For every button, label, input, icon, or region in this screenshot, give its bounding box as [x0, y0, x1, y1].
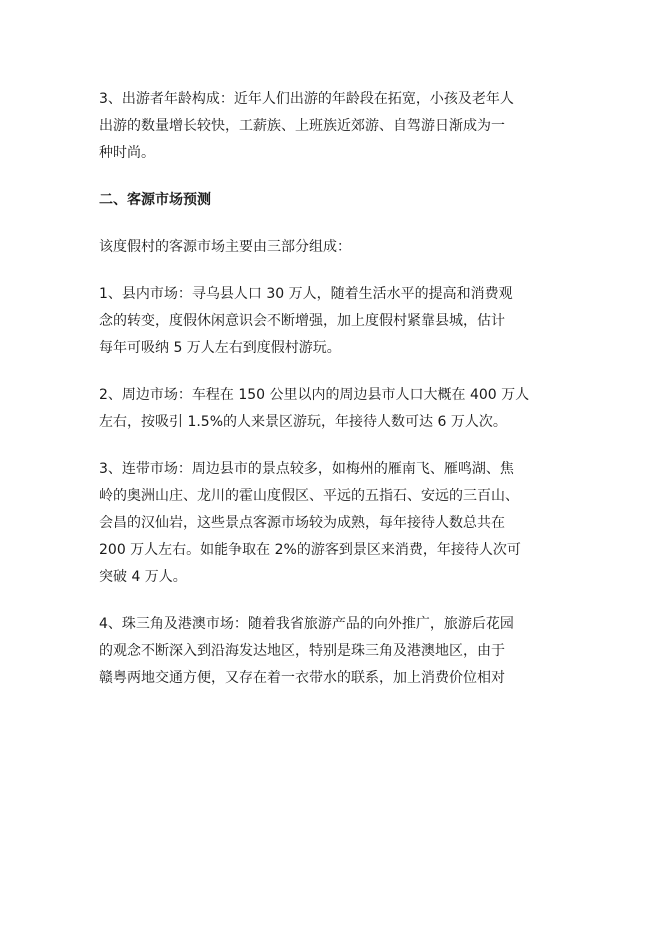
text-line: 的观念不断深入到沿海发达地区，特别是珠三角及港澳地区，由于 [99, 643, 505, 659]
paragraph-county-market [99, 281, 569, 362]
paragraph-intro [99, 234, 569, 261]
text-line: 出游的数量增长较快，工薪族、上班族近郊游、自驾游日渐成为一 [99, 118, 505, 134]
text-line: 4、珠三角及港澳市场：随着我省旅游产品的向外推广，旅游后花园 [99, 616, 514, 632]
paragraph-age-composition [99, 86, 569, 167]
text-line: 会昌的汉仙岩，这些景点客源市场较为成熟，每年接待人数总共在 [99, 515, 505, 531]
text-line: 1、县内市场：寻乌县人口 30 万人，随着生活水平的提高和消费观 [99, 286, 513, 302]
text-line: 左右，按吸引 1.5%的人来景区游玩，年接待人数可达 6 万人次。 [99, 414, 507, 430]
text-line: 200 万人左右。如能争取在 2%的游客到景区来消费，年接待人次可 [99, 542, 521, 558]
text-line: 每年可吸纳 5 万人左右到度假村游玩。 [99, 340, 341, 356]
text-line: 该度假村的客源市场主要由三部分组成： [99, 239, 351, 255]
paragraph-prd-hkmacau-market [99, 611, 569, 692]
paragraph-linked-market [99, 456, 569, 591]
document-body [99, 86, 569, 712]
text-line: 岭的奥洲山庄、龙川的霍山度假区、平远的五指石、安远的三百山、 [99, 488, 519, 504]
text-line: 种时尚。 [99, 145, 155, 161]
text-line: 赣粤两地交通方便，又存在着一衣带水的联系，加上消费价位相对 [99, 670, 505, 686]
text-line: 突破 4 万人。 [99, 569, 187, 585]
section-heading: 二、客源市场预测 [99, 192, 211, 208]
paragraph-surrounding-market [99, 382, 569, 436]
text-line: 3、连带市场：周边县市的景点较多，如梅州的雁南飞、雁鸣湖、焦 [99, 461, 514, 477]
text-line: 3、出游者年龄构成：近年人们出游的年龄段在拓宽，小孩及老年人 [99, 91, 514, 107]
text-line: 2、周边市场：车程在 150 公里以内的周边县市人口大概在 400 万人 [99, 387, 530, 403]
text-line: 念的转变，度假休闲意识会不断增强，加上度假村紧靠县城，估计 [99, 313, 505, 329]
